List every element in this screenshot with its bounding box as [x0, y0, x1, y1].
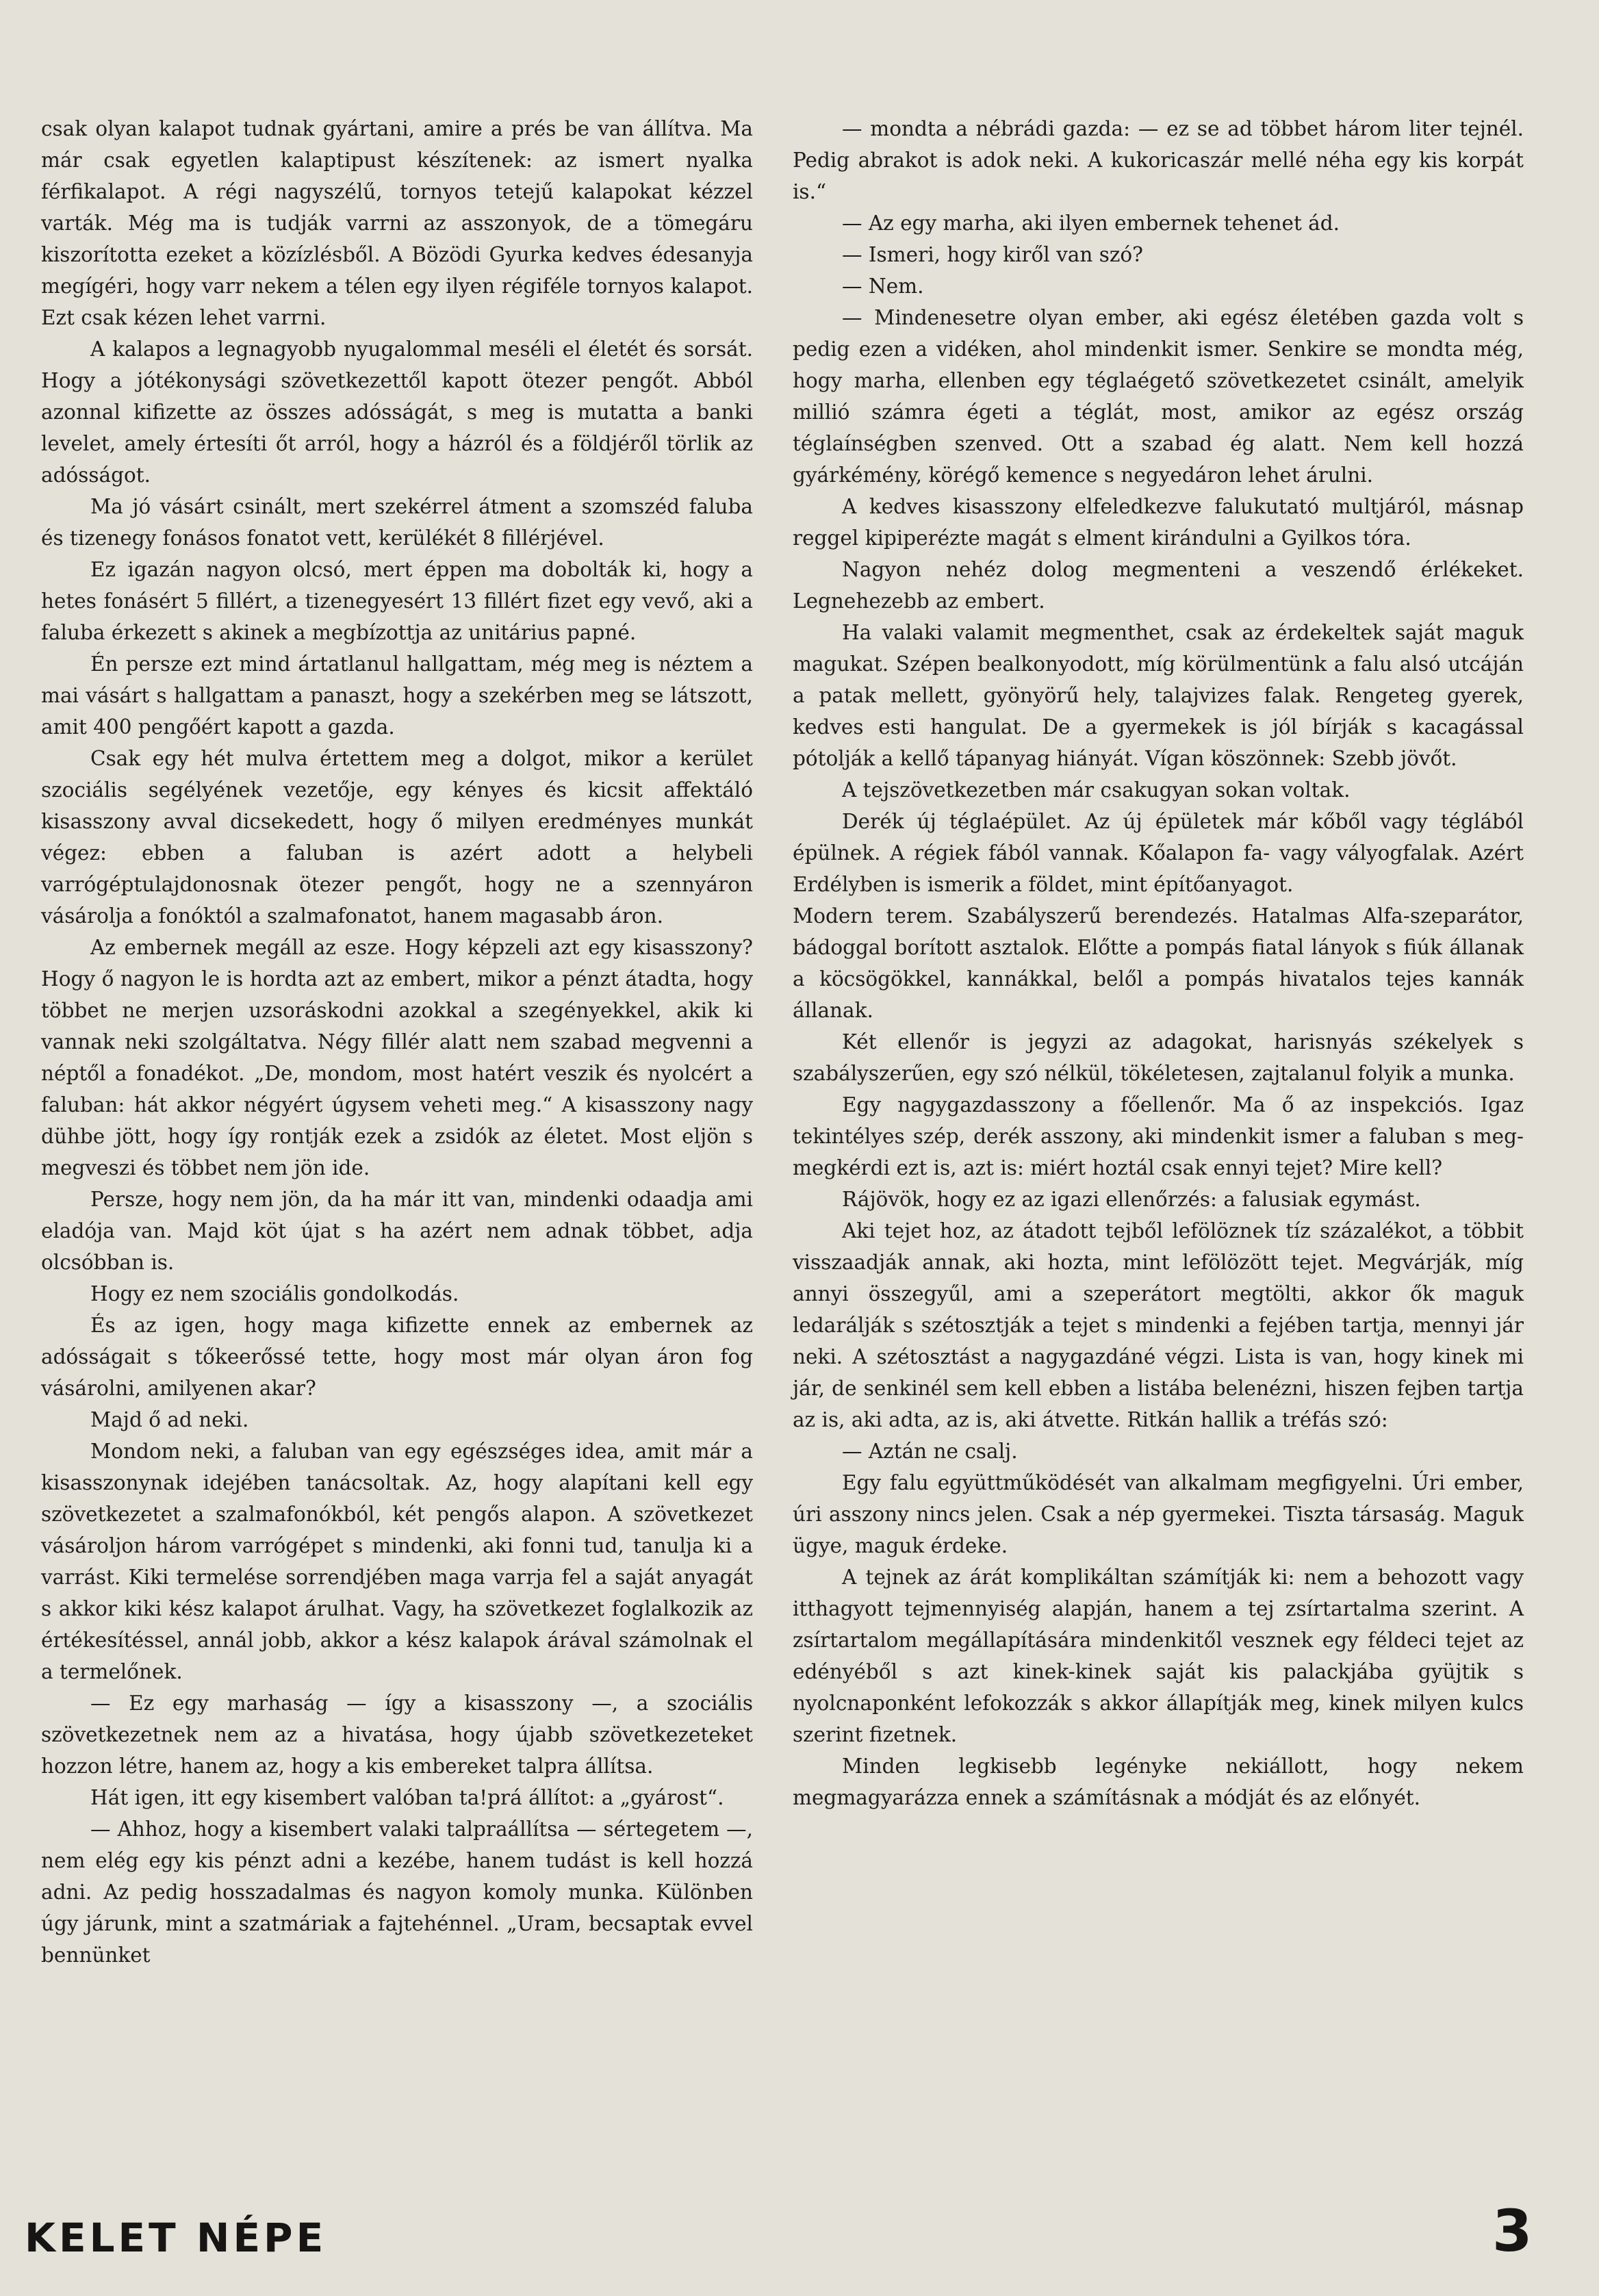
paragraph: — Az egy marha, aki ilyen embernek tehenet ád.: [842, 212, 1340, 235]
right-column: [793, 113, 1524, 1813]
page-number: 3: [1492, 2197, 1533, 2265]
paragraph: A tejnek az árát komplikáltan számítják ki: nem a behozott vagy itthagyott tejmennyiség alapján, hanem a tej zsírtartalma szerint. A zsírtartalom megállapítására mindenkitől vesznek egy féldeci tejet az edényéből s azt kinek-kinek saját kis palackjába gyüjtik s nyolcnaponként lefokozzák s akkor állapítják meg, kinek milyen kulcs szerint fizetnek.: [793, 1566, 1524, 1746]
paragraph: Csak egy hét mulva értettem meg a dolgot, mikor a kerület szociális segélyének vezetője, egy kényes és kicsit affektáló kisasszony avval dicsekedett, hogy ő milyen eredményes munkát végez: ebben a faluban is azért adott a helybeli varrógéptulajdonosnak ötezer pengőt, hogy ne a szennyáron vásárolja a fonóktól a szalmafonatot, hanem magasabb áron.: [41, 747, 753, 928]
paragraph: Ha valaki valamit megmenthet, csak az érdekeltek saját maguk magukat. Szépen bealkonyodott, míg körülmentünk a falu alsó utcáján a patak mellett, gyönyörű hely, talajvizes falak. Rengeteg gyerek, kedves esti hangulat. De a gyermekek is jól bírják s kacagással pótolják a kellő tápanyag hiányát. Vígan köszönnek: Szebb jövőt.: [793, 621, 1524, 770]
paragraph: Én persze ezt mind ártatlanul hallgattam, még meg is néztem a mai vásárt s hallgattam a panaszt, hogy a szekérben meg se látszott, amit 400 pengőért kapott a gazda.: [41, 652, 753, 739]
paragraph: Modern terem. Szabályszerű berendezés. Hatalmas Alfa-szeparátor, bádoggal borított asztalok. Előtte a pompás fiatal lányok s fiúk állanak a köcsögökkel, kannákkal, belől a pompás hivatalos tejes kannák állanak.: [793, 904, 1524, 1022]
paragraph: — Ez egy marhaság — így a kisasszony —, a szociális szövetkezetnek nem az a hivatása, hogy újabb szövetkezeteket hozzon létre, hanem az, hogy a kis embereket talpra állítsa.: [41, 1692, 753, 1778]
paragraph: Egy nagygazdasszony a főellenőr. Ma ő az inspekciós. Igaz tekintélyes szép, derék asszony, aki mindenkit ismer a faluban s meg-megkérdi ezt is, azt is: miért hoztál csak ennyi tejet? Mire kell?: [793, 1093, 1524, 1179]
paragraph: Két ellenőr is jegyzi az adagokat, harisnyás székelyek s szabályszerűen, egy szó nélkül, tökéletesen, zajtalanul folyik a munka.: [793, 1030, 1524, 1085]
paragraph: Rájövök, hogy ez az igazi ellenőrzés: a falusiak egymást.: [842, 1188, 1421, 1211]
paragraph: Ma jó vásárt csinált, mert szekérrel átment a szomszéd faluba és tizenegy fonásos fonatot vett, kerülékét 8 fillérjével.: [41, 495, 753, 550]
paragraph: A tejszövetkezetben már csakugyan sokan voltak.: [842, 778, 1351, 802]
left-column: [41, 113, 753, 1971]
paragraph: Aki tejet hoz, az átadott tejből lefölöznek tíz százalékot, a többit visszaadják annak, aki hozta, mint lefölözött tejet. Megvárják, míg annyi összegyűl, ami a szeperátort megtölti, akkor ők maguk ledarálják s szétosztják a tejet s mindenki a fejében tartja, mennyi jár neki. A szétosztást a nagygazdáné végzi. Lista is van, hogy kinek mi jár, de senkinél sem kell ebben a listába belenézni, hiszen fejben tartja az is, aki adta, az is, aki átvette. Ritkán hallik a tréfás szó:: [793, 1219, 1524, 1431]
paragraph: Mondom neki, a faluban van egy egészséges idea, amit már a kisasszonynak idejében tanácsoltak. Az, hogy alapítani kell egy szövetkezetet a szalmafonókból, két pengős alapon. A szövetkezet vásároljon három varrógépet s mindenki, aki fonni tud, tanulja ki a varrást. Kiki termelése sorrendjében maga varrja fel a saját anyagát s akkor kiki kész kalapot árulhat. Vagy, ha szövetkezet foglalkozik az értékesítéssel, annál jobb, akkor a kész kalapok árával számolnak el a termelőnek.: [41, 1440, 753, 1683]
paragraph: A kalapos a legnagyobb nyugalommal meséli el életét és sorsát. Hogy a jótékonysági szövetkezettől kapott ötezer pengőt. Abból azonnal kifizette az összes adósságát, s meg is mutatta a banki levelet, amely értesíti őt arról, hogy a házról és a földjéről törlik az adósságot.: [41, 337, 753, 487]
paragraph: Az embernek megáll az esze. Hogy képzeli azt egy kisasszony? Hogy ő nagyon le is hordta azt az embert, mikor a pénzt átadta, hogy többet ne merjen uzsoráskodni azokkal a szegényekkel, akik ki vannak neki szolgáltatva. Négy fillér alatt nem szabad megvenni a néptől a fonadékot. „De, mondom, most hatért veszik és nyolcért a faluban: hát akkor négyért úgysem veheti meg.“ A kisasszony nagy dühbe jött, hogy így rontják ezek a zsidók az életet. Most eljön s megveszi és többet nem jön ide.: [41, 936, 753, 1179]
paragraph: És az igen, hogy maga kifizette ennek az embernek az adósságait s tőkeerőssé tette, hogy most már olyan áron fog vásárolni, amilyenen akar?: [41, 1314, 753, 1400]
paragraph: Hát igen, itt egy kisembert valóban ta!prá állítot: a „gyárost“.: [90, 1786, 724, 1809]
magazine-title: KELET NÉPE: [25, 2215, 327, 2261]
paragraph: A kedves kisasszony elfeledkezve falukutató multjáról, másnap reggel kipiperézte magát s elment kirándulni a Gyilkos tóra.: [793, 495, 1524, 550]
paragraph: Majd ő ad neki.: [90, 1408, 249, 1431]
paragraph: Persze, hogy nem jön, da ha már itt van, mindenki odaadja ami eladója van. Majd köt újat s ha azért nem adnak többet, adja olcsóbban is.: [41, 1188, 753, 1274]
paragraph: — Ahhoz, hogy a kisembert valaki talpraállítsa — sértegetem —, nem elég egy kis pénzt adni a kezébe, hanem tudást is kell hozzá adni. Az pedig hosszadalmas és nagyon komoly munka. Különben úgy járunk, mint a szatmáriak a fajtehénnel. „Uram, becsaptak evvel bennünket: [41, 1817, 753, 1967]
paragraph: Nagyon nehéz dolog megmenteni a veszendő érlékeket. Legnehezebb az embert.: [793, 558, 1524, 613]
paragraph: — Ismeri, hogy kiről van szó?: [842, 243, 1143, 266]
paragraph: Hogy ez nem szociális gondolkodás.: [90, 1282, 459, 1305]
paragraph: — Aztán ne csalj.: [842, 1440, 1018, 1463]
paragraph: — Nem.: [842, 275, 924, 298]
paragraph: Egy falu együttműködését van alkalmam megfigyelni. Úri ember, úri asszony nincs jelen. Csak a nép gyermekei. Tiszta társaság. Maguk ügye, maguk érdeke.: [793, 1471, 1524, 1557]
paragraph: — Mindenesetre olyan ember, aki egész életében gazda volt s pedig ezen a vidéken, ahol mindenkit ismer. Senkire se mondta még, hogy marha, ellenben egy téglaégető szövetkezetet csinált, amelyik millió számra égeti a téglát, most, amikor az egész ország téglaínségben szenved. Ott a szabad ég alatt. Nem kell hozzá gyárkémény, körégő kemence s negyedáron lehet árulni.: [793, 306, 1524, 487]
paragraph: csak olyan kalapot tudnak gyártani, amire a prés be van állítva. Ma már csak egyetlen kalaptipust készítenek: az ismert nyalka férfikalapot. A régi nagyszélű, tornyos tetejű kalapokat kézzel varták. Még ma is tudják varrni az asszonyok, de a tömegáru kiszorította ezeket a közízlésből. A Bözödi Gyurka kedves édesanyja megígéri, hogy varr nekem a télen egy ilyen régiféle tornyos kalapot. Ezt csak kézen lehet varrni.: [41, 117, 753, 329]
paragraph: Minden legkisebb legényke nekiállott, hogy nekem megmagyarázza ennek a számításnak a módját és az előnyét.: [793, 1755, 1524, 1809]
paragraph: Ez igazán nagyon olcsó, mert éppen ma dobolták ki, hogy a hetes fonásért 5 fillért, a tizenegyesért 13 fillért fizet egy vevő, aki a faluba érkezett s akinek a megbízottja az unitárius papné.: [41, 558, 753, 644]
paragraph: Derék új téglaépület. Az új épületek már kőből vagy téglából épülnek. A régiek fából vannak. Kőalapon fa- vagy vályogfalak. Azért Erdélyben is ismerik a földet, mint építőanyagot.: [793, 810, 1524, 896]
paragraph: — mondta a nébrádi gazda: — ez se ad többet három liter tejnél. Pedig abrakot is adok neki. A kukoricaszár mellé néha egy kis korpát is.“: [793, 117, 1524, 203]
